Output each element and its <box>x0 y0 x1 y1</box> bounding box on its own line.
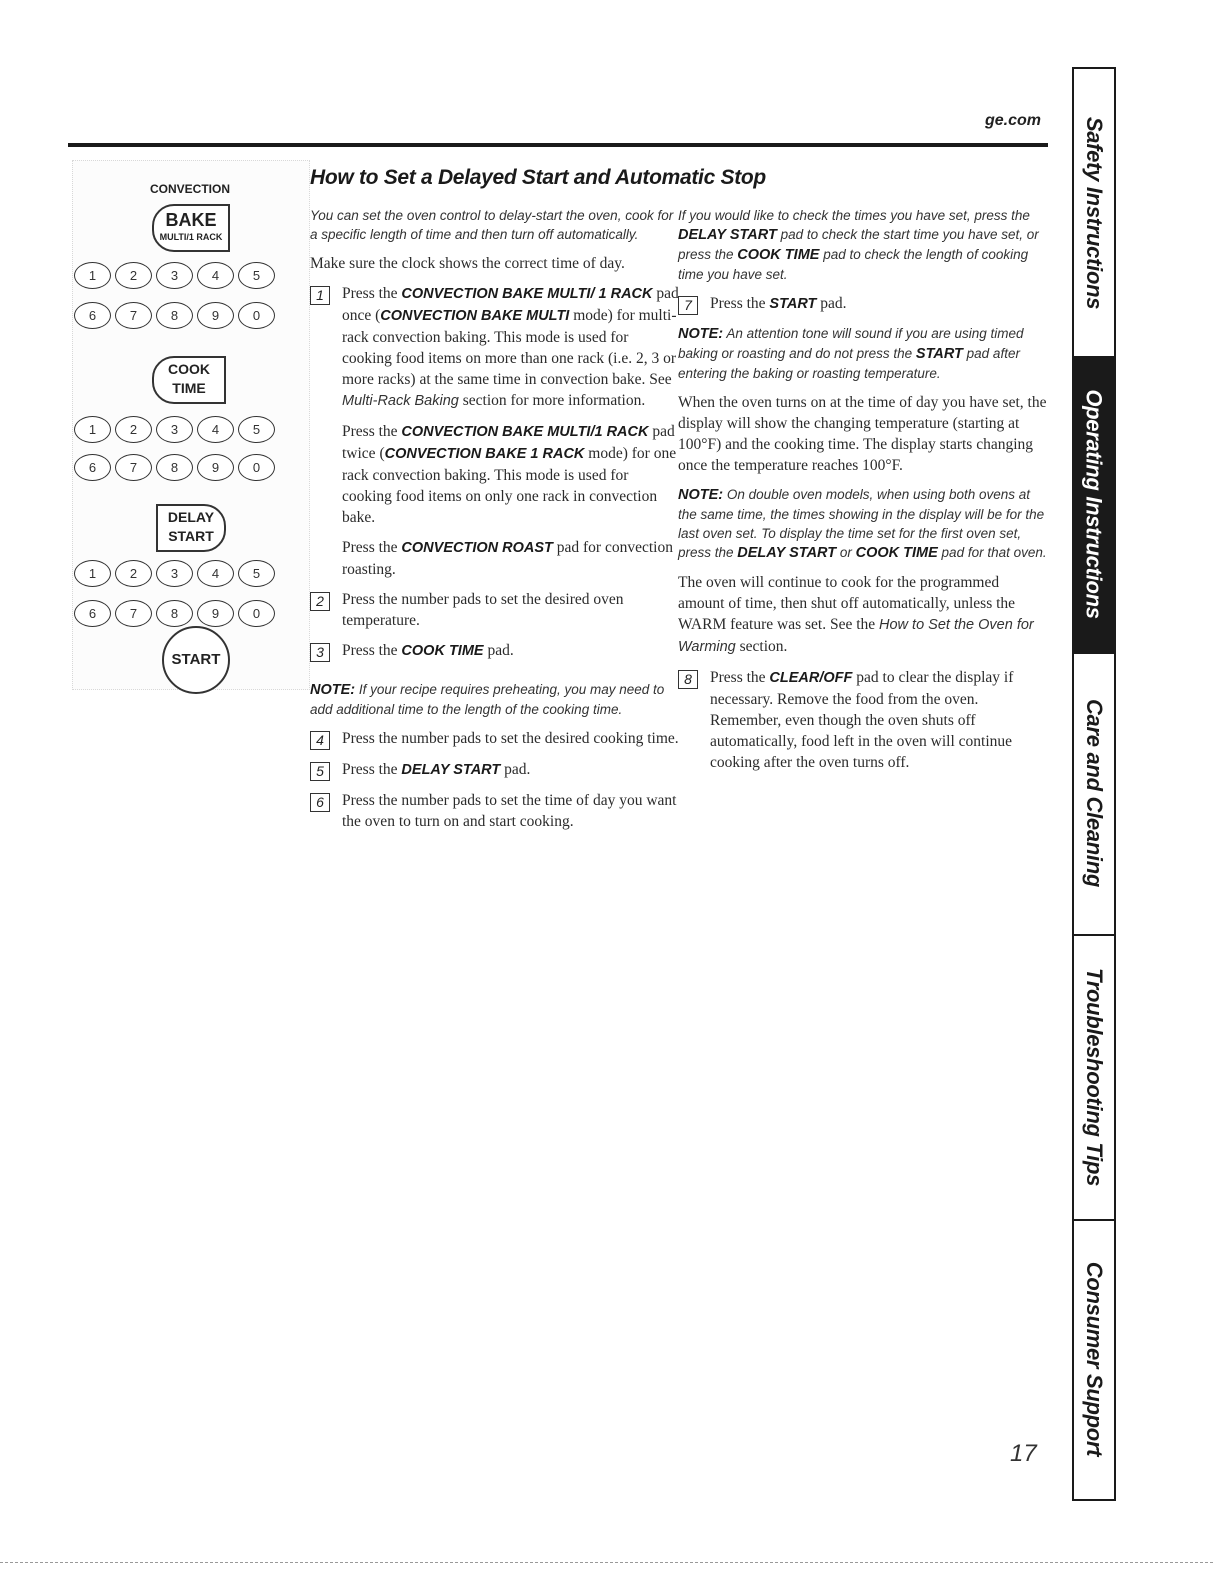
number-key: 5 <box>238 416 275 443</box>
control-panel-illustration <box>72 160 310 690</box>
tab-care-and-cleaning[interactable]: Care and Cleaning <box>1074 652 1114 936</box>
step-text: Press the CLEAR/OFF pad to clear the display if necessary. Remove the food from the oven. Remember, even though the oven shuts off automatically, food left in the oven will continue cooking after the oven turns off. <box>710 669 1014 771</box>
step-1-alt-roast: Press the CONVECTION ROAST pad for convection roasting. <box>342 539 673 578</box>
number-row <box>74 454 275 481</box>
number-row <box>74 416 275 443</box>
double-oven-note: NOTE: On double oven models, when using both ovens at the same time, the times showing in the display will be for the last oven set. To display the time set for the first oven set, press the DELAY START or COOK TIME pad for that oven. <box>678 487 1047 561</box>
step-text: Press the START pad. <box>710 295 847 312</box>
convection-label: CONVECTION <box>150 182 231 196</box>
tab-troubleshooting-tips[interactable]: Troubleshooting Tips <box>1074 934 1114 1221</box>
number-key: 3 <box>156 560 193 587</box>
step-number: 5 <box>310 762 330 781</box>
step-8 <box>678 667 1048 773</box>
cook-pad-sublabel: TIME <box>172 380 206 396</box>
step-3 <box>310 640 680 662</box>
number-key: 7 <box>115 454 152 481</box>
number-key: 2 <box>115 560 152 587</box>
intro-text: You can set the oven control to delay-start the oven, cook for a specific length of time and then turn off automatically. <box>310 208 674 242</box>
step-text: Press the DELAY START pad. <box>342 761 531 778</box>
step-number: 6 <box>310 793 330 812</box>
page-title: How to Set a Delayed Start and Automatic Stop <box>310 166 766 189</box>
number-key: 8 <box>156 454 193 481</box>
number-key: 4 <box>197 560 234 587</box>
number-key: 5 <box>238 560 275 587</box>
number-key: 6 <box>74 454 111 481</box>
number-key: 1 <box>74 416 111 443</box>
site-url: ge.com <box>985 112 1042 129</box>
bake-pad-sublabel: MULTI/1 RACK <box>159 232 223 242</box>
tab-operating-instructions[interactable]: Operating Instructions <box>1074 356 1114 654</box>
step-number: 2 <box>310 592 330 611</box>
display-description: When the oven turns on at the time of day you have set, the display will show the changing temperature (starting at 100°F) and the cooking time. The display starts changing once the temperature reaches 100°F. <box>678 394 1047 474</box>
delay-start-pad <box>156 504 226 552</box>
step-text: Press the CONVECTION BAKE MULTI/ 1 RACK pad once (CONVECTION BAKE MULTI mode) for multi-rack convection baking. This mode is used for cooking food items on more than one rack (i.e. 2, 3 or more racks) at the same time in convection bake. See Multi-Rack Baking section for more information. <box>342 285 679 409</box>
right-column <box>678 206 1048 782</box>
step-1 <box>310 283 680 412</box>
start-pad: START <box>162 626 230 694</box>
number-row <box>74 262 275 289</box>
number-key: 9 <box>197 600 234 627</box>
number-key: 6 <box>74 600 111 627</box>
cook-time-pad <box>152 356 226 404</box>
number-key: 1 <box>74 560 111 587</box>
step-4 <box>310 728 680 750</box>
step-2 <box>310 589 680 631</box>
number-key: 8 <box>156 302 193 329</box>
number-key: 3 <box>156 262 193 289</box>
number-key: 9 <box>197 302 234 329</box>
step-number: 8 <box>678 670 698 689</box>
step-text: Press the number pads to set the desired cooking time. <box>342 730 679 747</box>
number-key: 2 <box>115 262 152 289</box>
delay-pad-label: DELAY <box>167 509 215 525</box>
page-number: 17 <box>1010 1440 1037 1467</box>
step-number: 1 <box>310 286 330 305</box>
number-row <box>74 560 275 587</box>
auto-shutoff-text: The oven will continue to cook for the programmed amount of time, then shut off automatically, unless the WARM feature was set. See the How to Set the Oven for Warming section. <box>678 574 1034 655</box>
header-rule <box>68 143 1048 147</box>
number-key: 0 <box>238 600 275 627</box>
number-key: 6 <box>74 302 111 329</box>
check-times-text: If you would like to check the times you have set, press the DELAY START pad to check the start time you have set, or press the COOK TIME pad to check the length of cooking time you have set. <box>678 208 1039 282</box>
attention-tone-note: NOTE: An attention tone will sound if you are using timed baking or roasting and do not press the START pad after entering the baking or roasting temperature. <box>678 326 1024 381</box>
number-key: 7 <box>115 600 152 627</box>
number-key: 0 <box>238 302 275 329</box>
number-key: 3 <box>156 416 193 443</box>
number-key: 4 <box>197 262 234 289</box>
number-key: 2 <box>115 416 152 443</box>
bottom-edge-line <box>0 1562 1213 1563</box>
step-text: Press the number pads to set the desired oven temperature. <box>342 591 624 629</box>
preheat-note: NOTE: If your recipe requires preheating, you may need to add additional time to the length of the cooking time. <box>310 682 665 717</box>
tab-consumer-support[interactable]: Consumer Support <box>1082 1261 1107 1457</box>
number-key: 1 <box>74 262 111 289</box>
step-text: Press the COOK TIME pad. <box>342 642 514 659</box>
number-key: 8 <box>156 600 193 627</box>
step-number: 3 <box>310 643 330 662</box>
cook-pad-label: COOK <box>168 361 210 377</box>
step-text: Press the number pads to set the time of day you want the oven to turn on and start cooking. <box>342 792 677 830</box>
number-key: 5 <box>238 262 275 289</box>
convection-bake-pad <box>152 204 230 252</box>
number-row <box>74 302 275 329</box>
number-row <box>74 600 275 627</box>
delay-pad-sublabel: START <box>168 528 214 544</box>
step-6 <box>310 790 680 832</box>
step-7 <box>678 293 1048 315</box>
clock-instruction: Make sure the clock shows the correct time of day. <box>310 255 625 272</box>
bake-pad-label: BAKE <box>165 210 217 230</box>
number-key: 9 <box>197 454 234 481</box>
section-tabs <box>1072 67 1116 1501</box>
number-key: 4 <box>197 416 234 443</box>
step-number: 7 <box>678 296 698 315</box>
number-key: 7 <box>115 302 152 329</box>
number-key: 0 <box>238 454 275 481</box>
step-5 <box>310 759 680 781</box>
tab-safety-instructions[interactable]: Safety Instructions <box>1074 69 1114 358</box>
step-number: 4 <box>310 731 330 750</box>
step-1-alt-one-rack: Press the CONVECTION BAKE MULTI/1 RACK pad twice (CONVECTION BAKE 1 RACK mode) for one rack convection baking. This mode is used for cooking food items on only one rack in convection bake. <box>342 423 677 526</box>
left-column <box>310 206 680 841</box>
